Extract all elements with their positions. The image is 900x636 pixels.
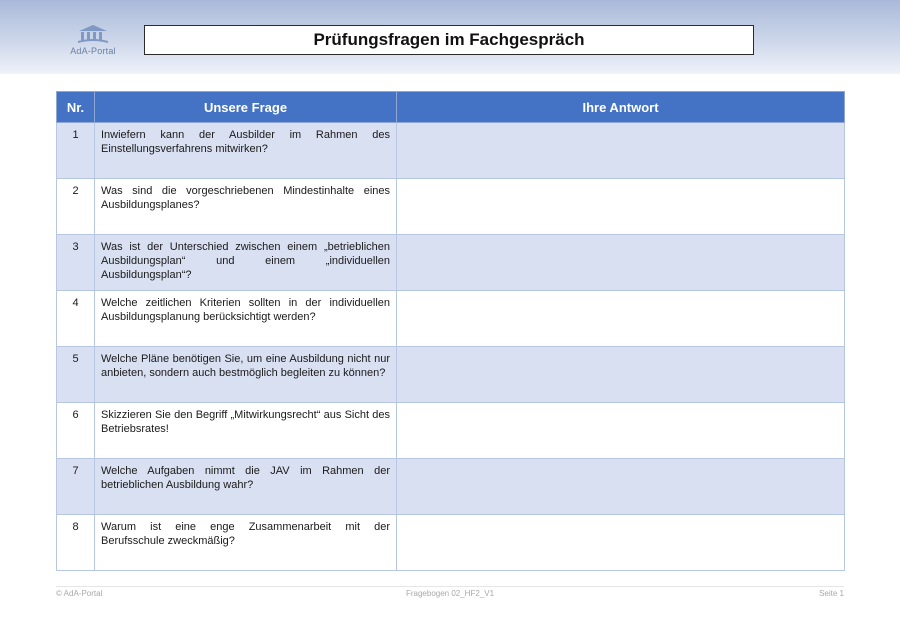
footer-copyright: © AdA-Portal: [56, 589, 103, 598]
question-number: 6: [57, 403, 95, 459]
answer-cell[interactable]: [397, 403, 845, 459]
question-number: 3: [57, 235, 95, 291]
question-text: Welche Pläne benötigen Sie, um eine Ausbildung nicht nur anbieten, sondern auch bestmöglich begleiten zu können?: [95, 347, 397, 403]
footer-page-number: Seite 1: [819, 589, 844, 598]
table-row: [57, 347, 845, 403]
table-row: [57, 123, 845, 179]
logo: [62, 24, 124, 60]
question-text: Was ist der Unterschied zwischen einem „betrieblichen Ausbildungsplan“ und einem „individuellen Ausbildungsplan“?: [95, 235, 397, 291]
table-row: [57, 459, 845, 515]
answer-cell[interactable]: [397, 515, 845, 571]
column-header-nr: Nr.: [57, 92, 95, 123]
table-row: [57, 515, 845, 571]
answer-cell[interactable]: [397, 459, 845, 515]
answer-cell[interactable]: [397, 235, 845, 291]
table-row: [57, 403, 845, 459]
question-number: 4: [57, 291, 95, 347]
question-number: 7: [57, 459, 95, 515]
question-number: 5: [57, 347, 95, 403]
question-number: 1: [57, 123, 95, 179]
column-header-antwort: Ihre Antwort: [397, 92, 845, 123]
page-title: Prüfungsfragen im Fachgespräch: [144, 25, 754, 55]
column-header-frage: Unsere Frage: [95, 92, 397, 123]
footer-doc-id: Fragebogen 02_HF2_V1: [405, 589, 495, 598]
answer-cell[interactable]: [397, 347, 845, 403]
question-number: 2: [57, 179, 95, 235]
ada-portal-logo-icon: [76, 24, 110, 44]
answer-cell[interactable]: [397, 179, 845, 235]
question-number: 8: [57, 515, 95, 571]
question-text: Was sind die vorgeschriebenen Mindestinhalte eines Ausbildungsplanes?: [95, 179, 397, 235]
question-text: Welche Aufgaben nimmt die JAV im Rahmen der betrieblichen Ausbildung wahr?: [95, 459, 397, 515]
footer-divider: [56, 586, 844, 587]
logo-text: AdA-Portal: [70, 46, 116, 56]
question-text: Inwiefern kann der Ausbilder im Rahmen des Einstellungsverfahrens mitwirken?: [95, 123, 397, 179]
table-row: [57, 291, 845, 347]
answer-cell[interactable]: [397, 123, 845, 179]
question-text: Welche zeitlichen Kriterien sollten in der individuellen Ausbildungsplanung berücksichtigt werden?: [95, 291, 397, 347]
question-text: Skizzieren Sie den Begriff „Mitwirkungsrecht“ aus Sicht des Betriebsrates!: [95, 403, 397, 459]
questions-table: [56, 91, 845, 571]
table-row: [57, 235, 845, 291]
table-row: [57, 179, 845, 235]
answer-cell[interactable]: [397, 291, 845, 347]
table-header-row: [57, 92, 845, 123]
question-text: Warum ist eine enge Zusammenarbeit mit der Berufsschule zweckmäßig?: [95, 515, 397, 571]
